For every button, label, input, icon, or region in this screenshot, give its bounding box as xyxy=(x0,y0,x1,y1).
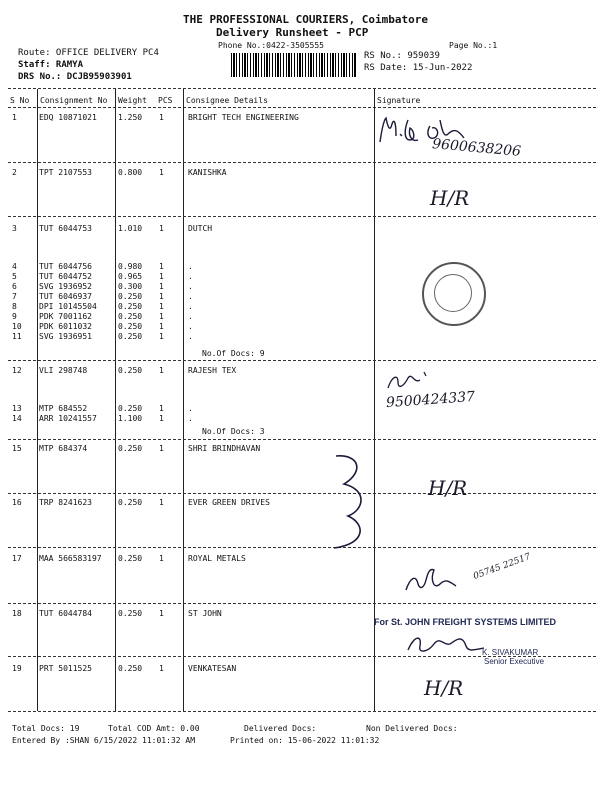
total-cod: Total COD Amt: 0.00 xyxy=(108,724,200,733)
delivered-docs: Delivered Docs: xyxy=(244,724,317,733)
signature-row-17 xyxy=(400,560,480,600)
cell-sno: 19 xyxy=(12,664,22,673)
cell-consignee: ROYAL METALS xyxy=(188,554,246,563)
cell-sno: 2 xyxy=(12,168,17,177)
cell-sno: 12 xyxy=(12,366,22,375)
total-docs: Total Docs: 19 xyxy=(12,724,80,733)
cell-wt: 0.250 xyxy=(118,312,143,321)
entered-by: Entered By :SHAN 6/15/2022 11:01:32 AM xyxy=(12,736,196,745)
cell-sno: 10 xyxy=(12,322,22,331)
cell-sno: 7 xyxy=(12,292,17,301)
cell-cn: TUT 6044752 xyxy=(39,272,92,281)
cell-pcs: 1 xyxy=(159,332,164,341)
row-divider xyxy=(8,360,596,361)
cell-consignee: . xyxy=(188,332,193,341)
route: Route: OFFICE DELIVERY PC4 xyxy=(18,48,159,58)
divider xyxy=(8,107,596,108)
cell-sno: 16 xyxy=(12,498,22,507)
row-divider xyxy=(8,439,596,440)
cell-sno: 17 xyxy=(12,554,22,563)
col-pcs: PCS xyxy=(158,96,173,105)
cell-pcs: 1 xyxy=(159,312,164,321)
cell-consignee: . xyxy=(188,262,193,271)
cell-consignee: KANISHKA xyxy=(188,168,227,177)
phone-number: Phone No.:0422-3505555 xyxy=(218,41,324,50)
cell-pcs: 1 xyxy=(159,113,164,122)
cell-cn: PRT 5011525 xyxy=(39,664,92,673)
cell-consignee: ST JOHN xyxy=(188,609,222,618)
cell-cn: MTP 684552 xyxy=(39,404,88,413)
cell-consignee: RAJESH TEX xyxy=(188,366,237,375)
cell-wt: 0.250 xyxy=(118,332,143,341)
col-sno: S No xyxy=(10,96,30,105)
cell-wt: 1.010 xyxy=(118,224,143,233)
cell-sno: 18 xyxy=(12,609,22,618)
cell-pcs: 1 xyxy=(159,262,164,271)
cell-pcs: 1 xyxy=(159,609,164,618)
cell-pcs: 1 xyxy=(159,414,164,423)
stamp-role: Senior Executive xyxy=(484,657,545,666)
cell-wt: 0.250 xyxy=(118,609,143,618)
cell-consignee: . xyxy=(188,292,193,301)
row-divider xyxy=(8,547,596,548)
handwritten-bracket xyxy=(320,450,370,550)
cell-consignee: . xyxy=(188,404,193,413)
cell-consignee: SHRI BRINDHAVAN xyxy=(188,444,261,453)
handwritten-phone: 9600638206 xyxy=(431,136,522,160)
cell-cn: ARR 10241557 xyxy=(39,414,97,423)
cell-wt: 0.980 xyxy=(118,262,143,271)
cell-sno: 4 xyxy=(12,262,17,271)
cell-cn: DPI 10145504 xyxy=(39,302,97,311)
cell-sno: 5 xyxy=(12,272,17,281)
barcode xyxy=(231,53,357,77)
column-separator xyxy=(183,89,184,711)
column-separator xyxy=(115,89,116,711)
drs-number: DRS No.: DCJB95903901 xyxy=(18,72,132,82)
cell-consignee: . xyxy=(188,302,193,311)
divider xyxy=(8,88,596,89)
cell-consignee: . xyxy=(188,312,193,321)
cell-wt: 0.250 xyxy=(118,366,143,375)
cell-sno: 9 xyxy=(12,312,17,321)
cell-cn: SVG 1936951 xyxy=(39,332,92,341)
cell-wt: 0.250 xyxy=(118,322,143,331)
cell-wt: 0.800 xyxy=(118,168,143,177)
page-number: Page No.:1 xyxy=(449,41,498,50)
col-consignment: Consignment No xyxy=(40,96,108,105)
cell-wt: 0.250 xyxy=(118,404,143,413)
rs-number: RS No.: 959039 xyxy=(364,51,440,61)
group-docs-count: No.Of Docs: 9 xyxy=(202,349,265,358)
printed-on: Printed on: 15-06-2022 11:01:32 xyxy=(230,736,380,745)
company-name: THE PROFESSIONAL COURIERS, Coimbatore xyxy=(183,13,429,26)
cell-cn: PDK 7001162 xyxy=(39,312,92,321)
col-signature: Signature xyxy=(377,96,421,105)
cell-wt: 0.250 xyxy=(118,664,143,673)
cell-wt: 0.250 xyxy=(118,444,143,453)
rs-date: RS Date: 15-Jun-2022 xyxy=(364,63,473,73)
signature-row-18 xyxy=(404,626,494,660)
cell-sno: 8 xyxy=(12,302,17,311)
stamp-name: K. SIVAKUMAR xyxy=(482,648,539,657)
cell-wt: 0.250 xyxy=(118,554,143,563)
row-divider xyxy=(8,603,596,604)
cell-cn: TUT 6044756 xyxy=(39,262,92,271)
cell-cn: TRP 8241623 xyxy=(39,498,92,507)
cell-pcs: 1 xyxy=(159,404,164,413)
column-separator xyxy=(37,89,38,711)
cell-consignee: DUTCH xyxy=(188,224,213,233)
staff: Staff: RAMYA xyxy=(18,60,84,70)
cell-sno: 3 xyxy=(12,224,17,233)
cell-wt: 0.250 xyxy=(118,302,143,311)
cell-cn: EDQ 10871021 xyxy=(39,113,97,122)
handwritten-hr: H/R xyxy=(428,476,468,500)
cell-wt: 1.250 xyxy=(118,113,143,122)
cell-consignee: . xyxy=(188,272,193,281)
cell-sno: 6 xyxy=(12,282,17,291)
cell-sno: 1 xyxy=(12,113,17,122)
cell-cn: VLI 298748 xyxy=(39,366,88,375)
cell-wt: 0.250 xyxy=(118,292,143,301)
cell-consignee: . xyxy=(188,282,193,291)
row-divider xyxy=(8,216,596,217)
row-divider xyxy=(8,493,596,494)
cell-cn: MTP 684374 xyxy=(39,444,88,453)
cell-sno: 14 xyxy=(12,414,22,423)
cell-sno: 13 xyxy=(12,404,22,413)
cell-pcs: 1 xyxy=(159,302,164,311)
cell-pcs: 1 xyxy=(159,498,164,507)
cell-cn: TPT 2107553 xyxy=(39,168,92,177)
cell-consignee: EVER GREEN DRIVES xyxy=(188,498,270,507)
cell-pcs: 1 xyxy=(159,664,164,673)
cell-cn: TUT 6046937 xyxy=(39,292,92,301)
col-consignee: Consignee Details xyxy=(186,96,268,105)
row-divider xyxy=(8,162,596,163)
cell-pcs: 1 xyxy=(159,168,164,177)
cell-wt: 1.100 xyxy=(118,414,143,423)
cell-consignee: . xyxy=(188,414,193,423)
handwritten-hr: H/R xyxy=(424,676,464,700)
cell-consignee: BRIGHT TECH ENGINEERING xyxy=(188,113,299,122)
cell-pcs: 1 xyxy=(159,366,164,375)
cell-consignee: VENKATESAN xyxy=(188,664,237,673)
col-weight: Weight xyxy=(118,96,147,105)
row-divider xyxy=(8,711,596,712)
cell-consignee: . xyxy=(188,322,193,331)
handwritten-phone: 9500424337 xyxy=(385,388,476,412)
cell-cn: MAA 566583197 xyxy=(39,554,102,563)
cell-pcs: 1 xyxy=(159,322,164,331)
cell-cn: SVG 1936952 xyxy=(39,282,92,291)
cell-wt: 0.300 xyxy=(118,282,143,291)
non-delivered-docs: Non Delivered Docs: xyxy=(366,724,458,733)
company-seal xyxy=(422,262,486,326)
cell-cn: TUT 6044753 xyxy=(39,224,92,233)
cell-pcs: 1 xyxy=(159,554,164,563)
cell-sno: 11 xyxy=(12,332,22,341)
cell-pcs: 1 xyxy=(159,224,164,233)
group-docs-count: No.Of Docs: 3 xyxy=(202,427,265,436)
runsheet-title: Delivery Runsheet - PCP xyxy=(216,26,369,39)
cell-sno: 15 xyxy=(12,444,22,453)
cell-wt: 0.250 xyxy=(118,498,143,507)
cell-cn: TUT 6044784 xyxy=(39,609,92,618)
handwritten-hr: H/R xyxy=(430,186,470,210)
cell-pcs: 1 xyxy=(159,272,164,281)
handwritten-note: 05745 22517 xyxy=(472,552,533,582)
stamp-company: For St. JOHN FREIGHT SYSTEMS LIMITED xyxy=(374,617,557,627)
cell-cn: PDK 6011032 xyxy=(39,322,92,331)
cell-wt: 0.965 xyxy=(118,272,143,281)
cell-pcs: 1 xyxy=(159,444,164,453)
cell-pcs: 1 xyxy=(159,282,164,291)
cell-pcs: 1 xyxy=(159,292,164,301)
